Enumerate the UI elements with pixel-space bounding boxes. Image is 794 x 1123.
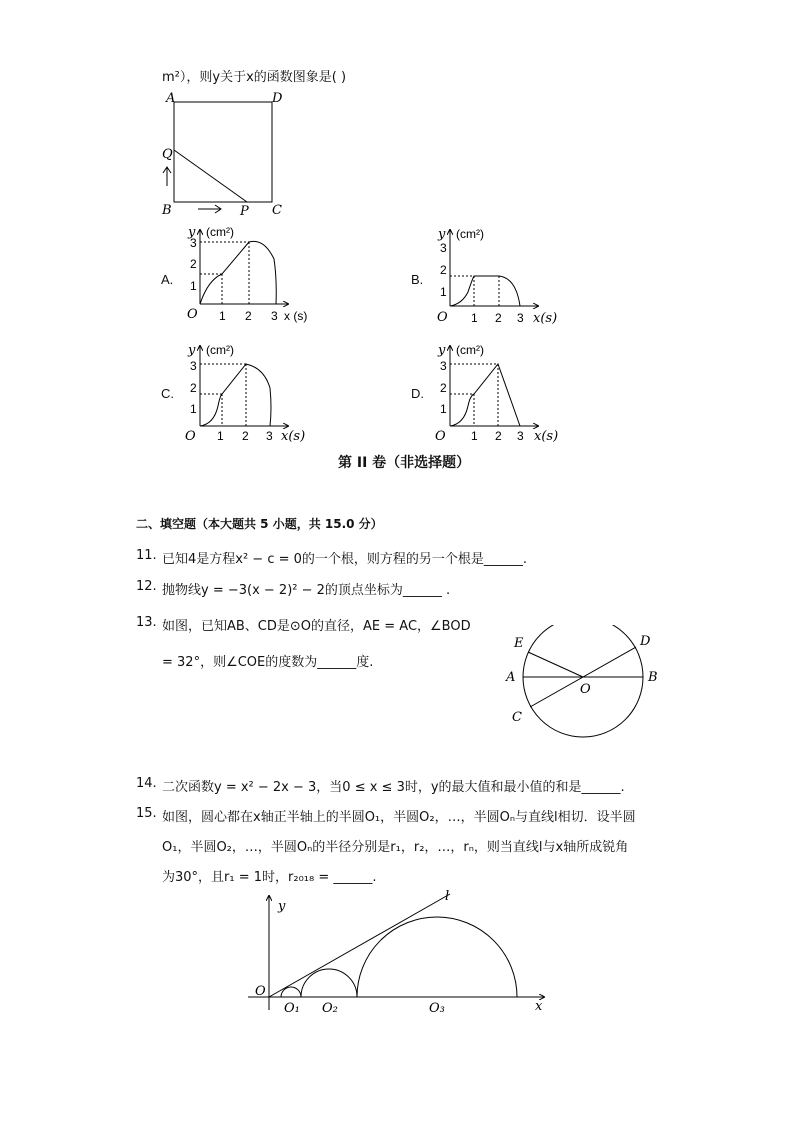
origin-label: O [187,307,198,322]
svg-text:1: 1 [471,311,478,325]
q11-number: 11. [136,548,157,563]
svg-text:x(s): x(s) [533,311,558,326]
q13-number: 13. [136,615,157,630]
label-a: A [506,670,516,685]
svg-text:3: 3 [517,429,524,443]
label-l: l [445,889,450,904]
q15-line3: 为30°，且r₁ = 1时，r₂₀₁₈ = ______. [162,870,377,885]
label-o1: O₁ [284,1001,300,1016]
svg-text:(cm²): (cm²) [456,227,484,241]
q15-number: 15. [136,806,157,821]
svg-text:2: 2 [242,429,249,443]
y-tick-1: 1 [190,279,197,293]
q13-line1: 如图，已知AB、CD是⊙O的直径，AE = AC，∠BOD [162,619,471,634]
svg-text:3: 3 [440,359,447,373]
x-tick-1: 1 [219,309,226,323]
label-x: x [535,999,543,1014]
label-e: E [514,636,524,651]
circle-o [523,625,643,737]
label-o: O [255,984,266,999]
label-b: B [162,203,172,218]
q15-line2: O₁，半圆O₂，…，半圆Oₙ的半径分别是r₁，r₂，…，rₙ，则当直线l与x轴所成锐角 [162,840,629,855]
y-tick-2: 2 [190,257,197,271]
semicircle-o3 [357,917,517,997]
label-b: B [648,670,658,685]
q12-number: 12. [136,579,157,594]
svg-text:y: y [438,343,446,358]
q13-line2: = 32°，则∠COE的度数为______度. [162,655,374,670]
label-d: D [272,91,283,106]
svg-text:2: 2 [440,381,447,395]
q14-number: 14. [136,776,157,791]
segment-oe [528,652,583,677]
svg-text:3: 3 [440,241,447,255]
circle-figure [500,625,670,750]
label-q: Q [162,147,173,162]
q12-text: 抛物线y = −3(x − 2)² − 2的顶点坐标为______ . [162,583,451,598]
svg-text:3: 3 [266,429,273,443]
option-b-graph [428,224,573,330]
svg-text:2: 2 [495,311,502,325]
svg-text:2: 2 [495,429,502,443]
line-l [269,894,450,997]
label-d: D [640,634,651,649]
q10-stem-tail: m²），则y关于x的函数图象是( ) [162,70,347,85]
label-c: C [272,203,282,218]
y-tick-3: 3 [190,236,197,250]
volume2-title: 第 II 卷（非选择题） [338,455,471,471]
label-o3: O₃ [429,1001,445,1016]
y-label: y [188,225,196,240]
label-p: P [240,204,249,219]
svg-text:1: 1 [440,402,447,416]
option-a-letter: A. [161,272,174,287]
label-c: C [512,710,522,725]
label-o: O [580,682,591,697]
square-abcd [174,102,272,202]
label-o2: O₂ [322,1001,338,1016]
svg-text:1: 1 [471,429,478,443]
option-a-graph [178,224,323,330]
svg-text:O: O [185,429,196,444]
q14-text: 二次函数y = x² − 2x − 3，当0 ≤ x ≤ 3时，y的最大值和最小值的和是______. [162,780,625,795]
semicircles-figure [240,882,550,1022]
unit-label: (cm²) [206,225,234,239]
label-y: y [278,899,286,914]
segment-qp [174,150,247,202]
svg-text:3: 3 [517,311,524,325]
option-c-graph [178,338,323,444]
option-d-graph [428,338,573,444]
option-c-letter: C. [161,386,174,401]
svg-text:(cm²): (cm²) [206,343,234,357]
semicircle-o2 [301,969,357,997]
svg-text:O: O [435,429,446,444]
q15-line1: 如图，圆心都在x轴正半轴上的半圆O₁，半圆O₂，…，半圆Oₙ与直线l相切．设半圆 [162,810,636,825]
svg-text:y: y [438,227,446,242]
square-figure [158,88,298,220]
svg-text:2: 2 [190,381,197,395]
svg-text:x(s): x(s) [281,429,306,444]
q11-text: 已知4是方程x² − c = 0的一个根，则方程的另一个根是______. [162,552,528,567]
svg-text:O: O [437,310,448,325]
x-tick-2: 2 [245,309,252,323]
svg-text:1: 1 [217,429,224,443]
option-b-letter: B. [411,272,424,287]
x-label: x (s) [284,309,308,323]
svg-text:x(s): x(s) [534,429,559,444]
svg-text:y: y [188,343,196,358]
svg-text:1: 1 [190,402,197,416]
svg-text:3: 3 [190,359,197,373]
label-a: A [166,91,176,106]
section2-header: 二、填空题（本大题共 5 小题，共 15.0 分） [136,517,383,531]
svg-text:1: 1 [440,285,447,299]
x-tick-3: 3 [271,309,278,323]
option-d-letter: D. [411,386,424,401]
svg-text:2: 2 [440,263,447,277]
svg-text:(cm²): (cm²) [456,343,484,357]
